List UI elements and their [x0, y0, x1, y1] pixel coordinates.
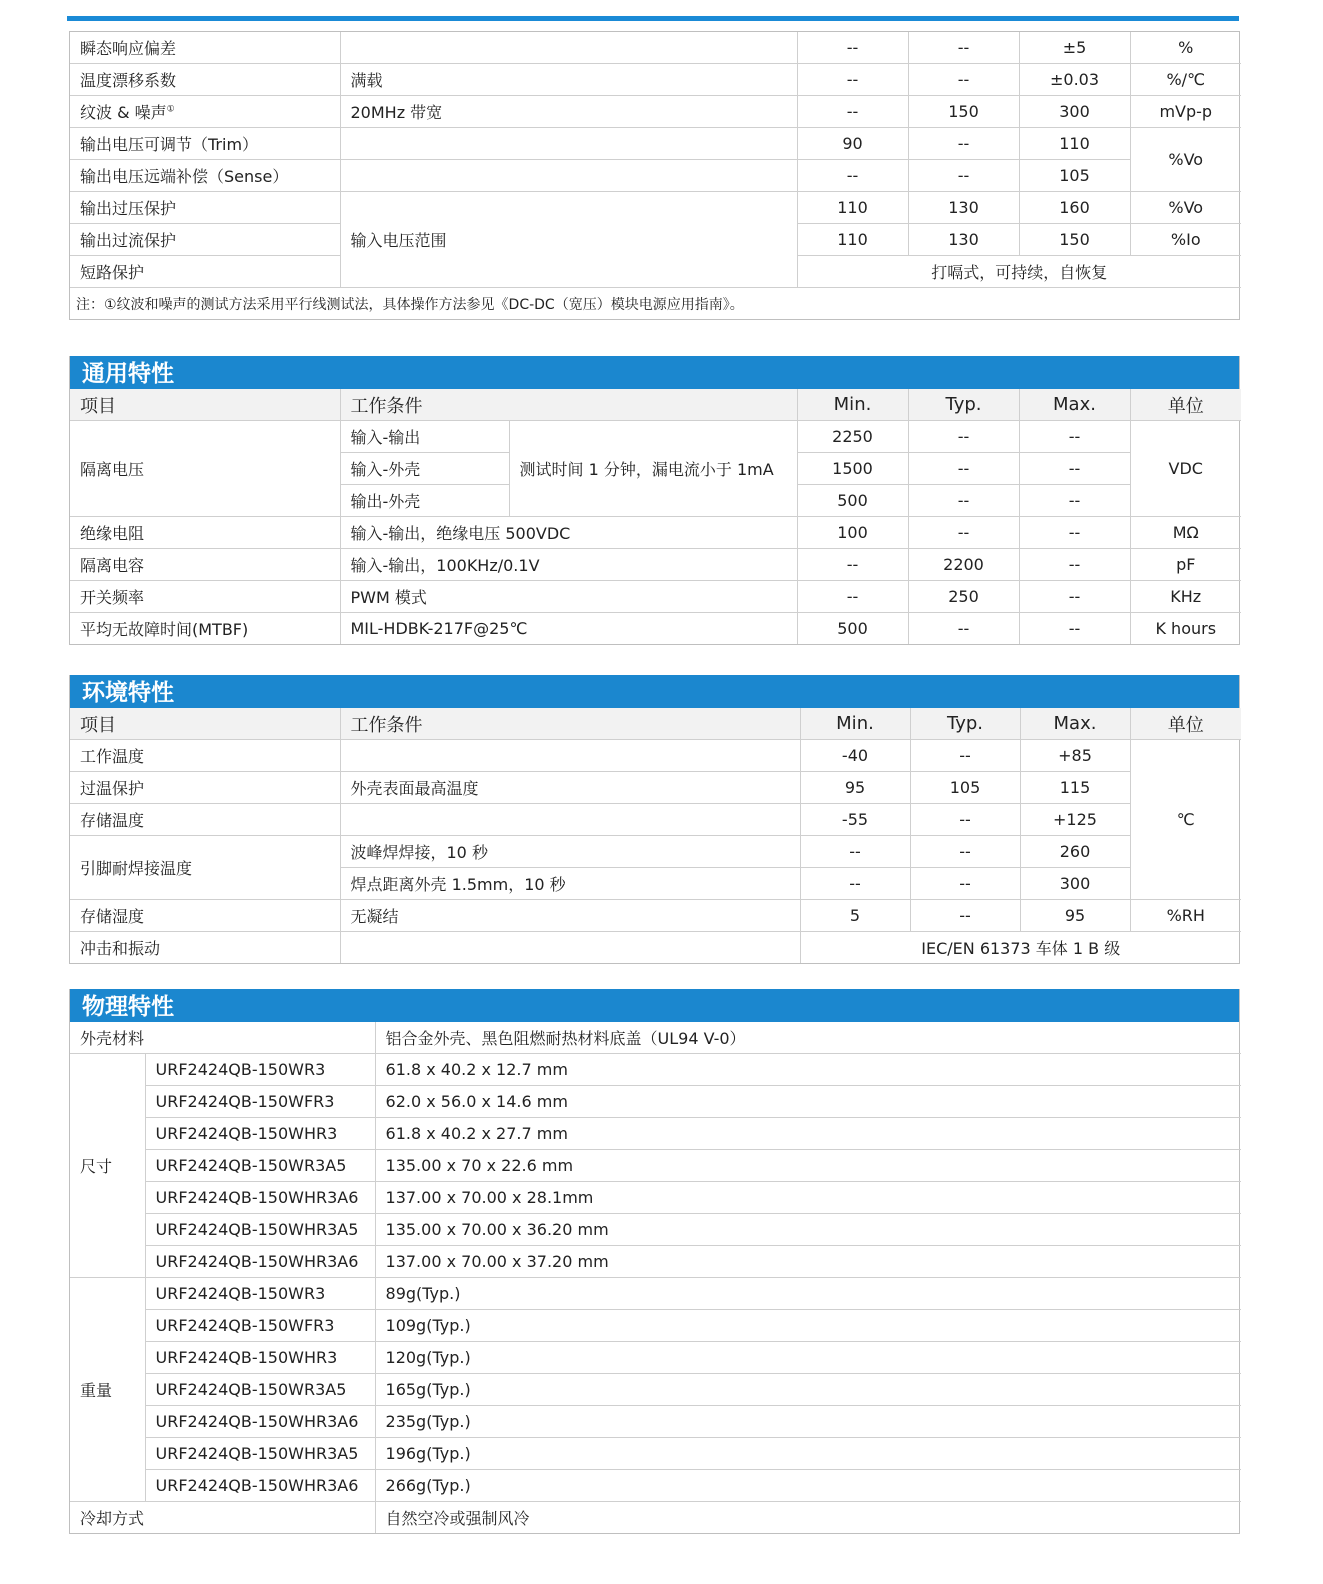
spec-typ: -- [910, 740, 1020, 772]
model-name: URF2424QB-150WHR3 [145, 1118, 375, 1150]
spec-value: 89g(Typ.) [375, 1278, 1241, 1310]
spec-typ: -- [910, 836, 1020, 868]
model-name: URF2424QB-150WR3A5 [145, 1150, 375, 1182]
table-row [70, 517, 1241, 549]
spec-typ: -- [908, 128, 1019, 160]
spec-typ: -- [908, 517, 1019, 549]
spec-cond [340, 804, 800, 836]
spec-cond [340, 160, 797, 192]
spec-value: 62.0 x 56.0 x 14.6 mm [375, 1086, 1241, 1118]
spec-cond [340, 128, 797, 160]
spec-merged-value: 打嗝式，可持续，自恢复 [797, 256, 1241, 288]
table-header-row [70, 708, 1241, 740]
spec-min: -- [800, 868, 910, 900]
spec-min: -40 [800, 740, 910, 772]
section-title: 通用特性 [70, 356, 1239, 389]
spec-max: 260 [1020, 836, 1130, 868]
table-row [70, 192, 1241, 224]
table-row [70, 1214, 1241, 1246]
spec-min: -- [800, 836, 910, 868]
table-row [70, 1438, 1241, 1470]
model-name: URF2424QB-150WHR3 [145, 1342, 375, 1374]
spec-min: 2250 [797, 421, 908, 453]
spec-max: 300 [1020, 868, 1130, 900]
spec-unit: KHz [1130, 581, 1241, 613]
spec-value: 137.00 x 70.00 x 37.20 mm [375, 1246, 1241, 1278]
spec-name: 输出过压保护 [70, 192, 340, 224]
spec-value: 235g(Typ.) [375, 1406, 1241, 1438]
model-name: URF2424QB-150WHR3A5 [145, 1214, 375, 1246]
header-typ: Typ. [908, 389, 1019, 421]
spec-min: -- [797, 581, 908, 613]
header-unit: 单位 [1130, 708, 1241, 740]
spec-value: 自然空冷或强制风冷 [375, 1502, 1241, 1534]
spec-name: 输出电压远端补偿（Sense） [70, 160, 340, 192]
environment-specs-section [69, 675, 1240, 964]
header-typ: Typ. [910, 708, 1020, 740]
spec-min: 110 [797, 192, 908, 224]
section-title: 物理特性 [70, 989, 1239, 1022]
spec-value: 165g(Typ.) [375, 1374, 1241, 1406]
model-name: URF2424QB-150WFR3 [145, 1086, 375, 1118]
spec-cond [340, 740, 800, 772]
spec-name: 隔离电容 [70, 549, 340, 581]
spec-value: 135.00 x 70.00 x 36.20 mm [375, 1214, 1241, 1246]
spec-name: 短路保护 [70, 256, 340, 288]
spec-name: 外壳材料 [70, 1022, 375, 1054]
table-row [70, 1246, 1241, 1278]
model-name: URF2424QB-150WHR3A5 [145, 1438, 375, 1470]
table-row [70, 836, 1241, 868]
table-row [70, 64, 1241, 96]
spec-cond: 波峰焊焊接，10 秒 [340, 836, 800, 868]
spec-max: -- [1019, 549, 1130, 581]
spec-unit: %RH [1130, 900, 1241, 932]
spec-name: 平均无故障时间(MTBF) [70, 613, 340, 645]
spec-cond [340, 932, 800, 964]
spec-name: 输出过流保护 [70, 224, 340, 256]
spec-cond: 测试时间 1 分钟，漏电流小于 1mA [509, 421, 797, 517]
spec-name: 温度漂移系数 [70, 64, 340, 96]
spec-cond: 焊点距离外壳 1.5mm，10 秒 [340, 868, 800, 900]
table-row [70, 1278, 1241, 1310]
footnote: 注：①纹波和噪声的测试方法采用平行线测试法，具体操作方法参见《DC-DC（宽压）模块电源应用指南》。 [70, 288, 1241, 320]
spec-typ: -- [908, 613, 1019, 645]
spec-cond: 输入-输出，100KHz/0.1V [340, 549, 797, 581]
table-row [70, 1310, 1241, 1342]
spec-max: 300 [1019, 96, 1130, 128]
spec-max: +85 [1020, 740, 1130, 772]
spec-max: 160 [1019, 192, 1130, 224]
spec-min: 1500 [797, 453, 908, 485]
header-unit: 单位 [1130, 389, 1241, 421]
table-row [70, 1054, 1241, 1086]
spec-min: 500 [797, 613, 908, 645]
spec-typ: -- [908, 160, 1019, 192]
model-name: URF2424QB-150WHR3A6 [145, 1246, 375, 1278]
spec-min: -- [797, 64, 908, 96]
spec-subcond: 输出-外壳 [340, 485, 509, 517]
spec-value: 109g(Typ.) [375, 1310, 1241, 1342]
spec-max: 115 [1020, 772, 1130, 804]
spec-typ: -- [908, 485, 1019, 517]
header-item: 项目 [70, 389, 340, 421]
spec-name [70, 96, 340, 128]
note-row [70, 288, 1241, 320]
spec-name: 存储湿度 [70, 900, 340, 932]
spec-min: 95 [800, 772, 910, 804]
table-row [70, 740, 1241, 772]
model-name: URF2424QB-150WHR3A6 [145, 1470, 375, 1502]
spec-max: -- [1019, 517, 1130, 549]
table-row [70, 549, 1241, 581]
spec-typ: 105 [910, 772, 1020, 804]
spec-value: 铝合金外壳、黑色阻燃耐热材料底盖（UL94 V-0） [375, 1022, 1241, 1054]
table-row [70, 1118, 1241, 1150]
header-min: Min. [800, 708, 910, 740]
spec-value: 196g(Typ.) [375, 1438, 1241, 1470]
table-row [70, 1502, 1241, 1534]
spec-name: 瞬态响应偏差 [70, 32, 340, 64]
spec-min: -- [797, 549, 908, 581]
spec-typ: 130 [908, 224, 1019, 256]
spec-value: 120g(Typ.) [375, 1342, 1241, 1374]
spec-max: -- [1019, 613, 1130, 645]
table-row [70, 1342, 1241, 1374]
spec-name-text: 纹波 & 噪声 [80, 103, 167, 122]
spec-max: 95 [1020, 900, 1130, 932]
spec-value: 135.00 x 70 x 22.6 mm [375, 1150, 1241, 1182]
spec-min: 100 [797, 517, 908, 549]
table-row [70, 804, 1241, 836]
spec-unit: %/℃ [1130, 64, 1241, 96]
spec-typ: 130 [908, 192, 1019, 224]
model-name: URF2424QB-150WR3 [145, 1278, 375, 1310]
spec-cond: PWM 模式 [340, 581, 797, 613]
spec-value: 61.8 x 40.2 x 27.7 mm [375, 1118, 1241, 1150]
spec-cond: MIL-HDBK-217F@25℃ [340, 613, 797, 645]
header-cond: 工作条件 [340, 389, 797, 421]
model-name: URF2424QB-150WR3 [145, 1054, 375, 1086]
table-row [70, 1086, 1241, 1118]
spec-min: 5 [800, 900, 910, 932]
spec-min: -- [797, 96, 908, 128]
spec-name: 绝缘电阻 [70, 517, 340, 549]
spec-max: 105 [1019, 160, 1130, 192]
spec-cond: 无凝结 [340, 900, 800, 932]
spec-typ: 250 [908, 581, 1019, 613]
physical-specs-section [69, 989, 1240, 1534]
spec-name: 存储温度 [70, 804, 340, 836]
spec-name: 输出电压可调节（Trim） [70, 128, 340, 160]
spec-name: 工作温度 [70, 740, 340, 772]
spec-name: 重量 [70, 1278, 145, 1502]
spec-name: 冲击和振动 [70, 932, 340, 964]
spec-max: -- [1019, 453, 1130, 485]
header-max: Max. [1020, 708, 1130, 740]
spec-max: 150 [1019, 224, 1130, 256]
spec-cond: 输入电压范围 [340, 192, 797, 288]
spec-max: ±5 [1019, 32, 1130, 64]
table-row [70, 900, 1241, 932]
table-row [70, 581, 1241, 613]
spec-value: 61.8 x 40.2 x 12.7 mm [375, 1054, 1241, 1086]
spec-name: 开关频率 [70, 581, 340, 613]
spec-unit: %Io [1130, 224, 1241, 256]
table-row [70, 932, 1241, 964]
spec-max: -- [1019, 485, 1130, 517]
spec-min: 500 [797, 485, 908, 517]
spec-min: 110 [797, 224, 908, 256]
header-item: 项目 [70, 708, 340, 740]
spec-min: 90 [797, 128, 908, 160]
spec-unit: %Vo [1130, 192, 1241, 224]
spec-cond: 20MHz 带宽 [340, 96, 797, 128]
spec-min: -- [797, 160, 908, 192]
spec-max: 110 [1019, 128, 1130, 160]
spec-cond: 满载 [340, 64, 797, 96]
spec-unit: mVp-p [1130, 96, 1241, 128]
spec-typ: 150 [908, 96, 1019, 128]
spec-value: 266g(Typ.) [375, 1470, 1241, 1502]
table-row [70, 772, 1241, 804]
spec-typ: 2200 [908, 549, 1019, 581]
spec-min: -55 [800, 804, 910, 836]
spec-unit: %Vo [1130, 128, 1241, 192]
spec-name: 过温保护 [70, 772, 340, 804]
table-row [70, 613, 1241, 645]
table-row [70, 1150, 1241, 1182]
table-row [70, 1374, 1241, 1406]
spec-cond [340, 32, 797, 64]
spec-subcond: 输入-输出 [340, 421, 509, 453]
spec-cond: 外壳表面最高温度 [340, 772, 800, 804]
spec-max: +125 [1020, 804, 1130, 836]
spec-unit: pF [1130, 549, 1241, 581]
spec-typ: -- [908, 64, 1019, 96]
spec-unit: MΩ [1130, 517, 1241, 549]
spec-typ: -- [908, 32, 1019, 64]
spec-min: -- [797, 32, 908, 64]
spec-typ: -- [908, 421, 1019, 453]
spec-name: 尺寸 [70, 1054, 145, 1278]
spec-cond: 输入-输出，绝缘电压 500VDC [340, 517, 797, 549]
spec-unit: ℃ [1130, 740, 1241, 900]
spec-name: 引脚耐焊接温度 [70, 836, 340, 900]
spec-subcond: 输入-外壳 [340, 453, 509, 485]
model-name: URF2424QB-150WHR3A6 [145, 1182, 375, 1214]
general-specs-section [69, 356, 1240, 645]
spec-max: -- [1019, 421, 1130, 453]
table-row [70, 1022, 1241, 1054]
table-row [70, 32, 1241, 64]
spec-typ: -- [910, 804, 1020, 836]
spec-name: 冷却方式 [70, 1502, 375, 1534]
spec-unit: % [1130, 32, 1241, 64]
table-header-row [70, 389, 1241, 421]
header-max: Max. [1019, 389, 1130, 421]
table-row [70, 160, 1241, 192]
spec-unit: K hours [1130, 613, 1241, 645]
output-specs-table [69, 31, 1240, 320]
section-title: 环境特性 [70, 675, 1239, 708]
spec-max: ±0.03 [1019, 64, 1130, 96]
model-name: URF2424QB-150WHR3A6 [145, 1406, 375, 1438]
table-row [70, 128, 1241, 160]
table-row [70, 421, 1241, 453]
spec-typ: -- [910, 868, 1020, 900]
table-row [70, 1406, 1241, 1438]
spec-merged-value: IEC/EN 61373 车体 1 B 级 [800, 932, 1241, 964]
spec-typ: -- [910, 900, 1020, 932]
header-cond: 工作条件 [340, 708, 800, 740]
header-min: Min. [797, 389, 908, 421]
top-accent-line [67, 16, 1239, 21]
table-row [70, 96, 1241, 128]
spec-max: -- [1019, 581, 1130, 613]
footnote-mark: ① [166, 104, 175, 115]
model-name: URF2424QB-150WR3A5 [145, 1374, 375, 1406]
model-name: URF2424QB-150WFR3 [145, 1310, 375, 1342]
spec-unit: VDC [1130, 421, 1241, 517]
spec-name: 隔离电压 [70, 421, 340, 517]
table-row [70, 1470, 1241, 1502]
spec-value: 137.00 x 70.00 x 28.1mm [375, 1182, 1241, 1214]
spec-typ: -- [908, 453, 1019, 485]
table-row [70, 1182, 1241, 1214]
